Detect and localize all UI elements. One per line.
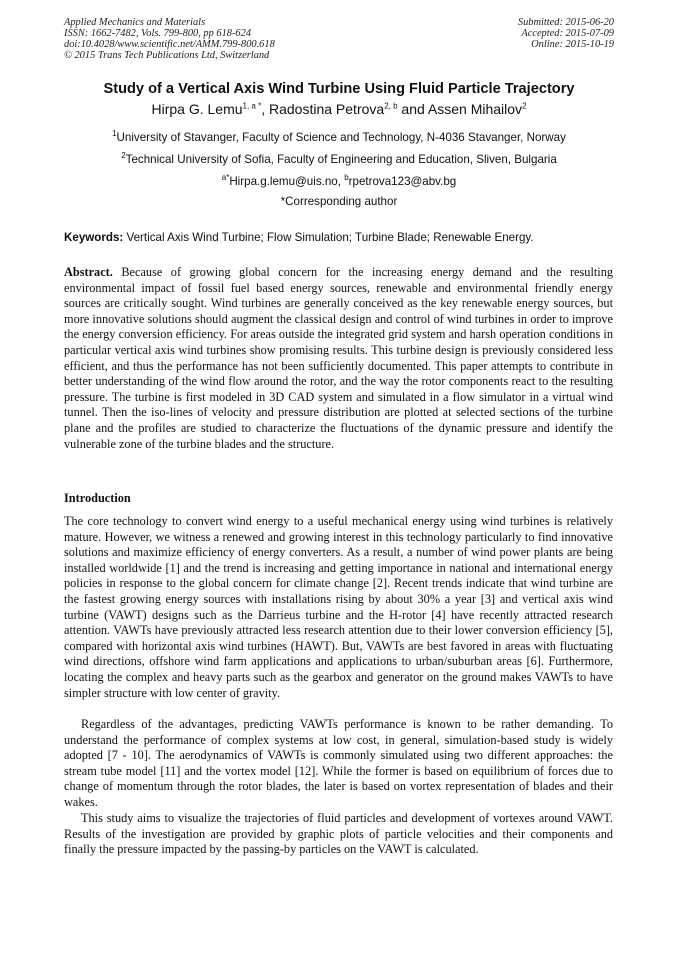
body-paragraph: The core technology to convert wind energy to a useful mechanical energy using wind turbines is relatively mature. However, we witness a renewed and growing interest in this technology particularly to find innovative solutions and maximize efficiency of energy converters. As a result, a number of wind power plants are being installed worldwide [1] and the trend is increasing and getting importance in national and international energy policies in response to the global concern for climate change [2]. Recent trends indicate that wind turbine are the fastest growing energy sources with installations rising by about 30% a year [3] and vertical axis wind turbine (VAWT) designs such as the Darrieus turbine and the H-rotor [4] have recently attracted research attention. VAWTs have previously attracted less research attention due to their lower conversion efficiency [5], compared with horizontal axis wind turbines (HAWT). But, VAWTs are best favored in areas with fluctuating wind directions, offshore wind farm applications and applications to urban/suburban areas [6]. Furthermore, locating the complex and heavy parts such as the gearbox and generator on the ground makes VAWTs to have simpler structure with low center of gravity. [64,514,613,700]
abstract-paragraph [64,265,613,452]
email-address: Hirpa.g.lemu@uis.no, [229,175,345,188]
abstract-label: Abstract. [64,265,113,279]
affiliation-1 [40,131,638,144]
author-superscript: 2 [522,101,527,111]
author-name: Assen Mihailov [427,101,523,117]
email-line [40,175,638,188]
author-superscript: 2, b [384,101,398,111]
accepted-date: Accepted: 2015-07-09 [521,28,614,39]
email-address: rpetrova123@abv.bg [348,175,457,188]
author-name: Hirpa G. Lemu [151,101,243,117]
affiliation-text: University of Stavanger, Faculty of Science and Technology, N-4036 Stavanger, Norway [116,131,566,144]
keywords-label: Keywords: [64,231,124,244]
affiliation-superscript: 1 [112,129,117,139]
author-name: Radostina Petrova [269,101,385,117]
corresponding-author-note: *Corresponding author [280,195,398,208]
email-superscript: b [344,173,349,183]
author-separator: , [261,101,269,117]
affiliation-text: Technical University of Sofia, Faculty of Engineering and Education, Sliven, Bulgaria [125,153,557,166]
paper-title: Study of a Vertical Axis Wind Turbine Using Fluid Particle Trajectory [103,81,575,97]
keywords-text: Vertical Axis Wind Turbine; Flow Simulation; Turbine Blade; Renewable Energy. [123,231,534,244]
author-list [40,101,638,117]
body-paragraph: This study aims to visualize the trajectories of fluid particles and development of vortexes around VAWT. Results of the investigation are provided by graphic plots of particle velocities and their components and finally the pressure impacted by the passing-by particles on the VAWT is calculated. [64,811,613,857]
body-paragraph: Regardless of the advantages, predicting VAWTs performance is known to be rather demanding. To understand the performance of complex systems at low cost, in general, simulation-based study is widely adopted [7 - 10]. The aerodynamics of VAWTs is commonly simulated using two different approaches: the stream tube model [11] and the vortex model [12]. While the former is based on equilibrium of forces due to change of momentum through the rotor blades, the later is based on vortex representation of blades and their wakes. [64,717,613,809]
email-superscript: a* [221,173,230,183]
dates-header [518,17,614,50]
keywords-line [64,231,614,244]
submitted-date: Submitted: 2015-06-20 [517,17,614,28]
affiliation-2 [40,153,638,166]
journal-header [64,17,275,61]
journal-name: Applied Mechanics and Materials [64,17,206,28]
author-superscript: 1, a * [242,101,262,111]
issn-line: ISSN: 1662-7482, Vols. 799-800, pp 618-624 [64,28,252,39]
section-heading: Introduction [64,491,131,505]
copyright-line: © 2015 Trans Tech Publications Ltd, Switzerland [64,50,270,61]
affiliation-superscript: 2 [121,151,126,161]
abstract-text: Because of growing global concern for the increasing energy demand and the resulting environmental impact of fossil fuel based energy sources, renewable and environmental friendly energy sources are critically sought. Wind turbines are generally conceived as the key renewable energy sources, but more innovative solutions should augment the classical design and control of wind turbines in order to improve the energy conversion efficiency. For areas outside the integrated grid system and harsh operation conditions in particular vertical axis wind turbines show promising results. This turbine design is previously considered less efficient, and thus the performance has not been sufficiently documented. This paper attempts to contribute in better understanding of the wind flow around the rotor, and the way the rotor components react to the resulting pressure. The turbine is first modeled in 3D CAD system and simulated in a flow simulator in a virtual wind tunnel. Then the iso-lines of velocity and pressure distribution are plotted at selected sections of the turbine plane and the profiles are studied to characterize the fluctuations of the dynamic pressure and identify the vulnerable zone of the turbine blades and the structure. [64,265,613,451]
online-date: Online: 2015-10-19 [531,39,614,50]
author-separator: and [397,101,428,117]
doi-line: doi:10.4028/www.scientific.net/AMM.799-800.618 [64,39,275,50]
